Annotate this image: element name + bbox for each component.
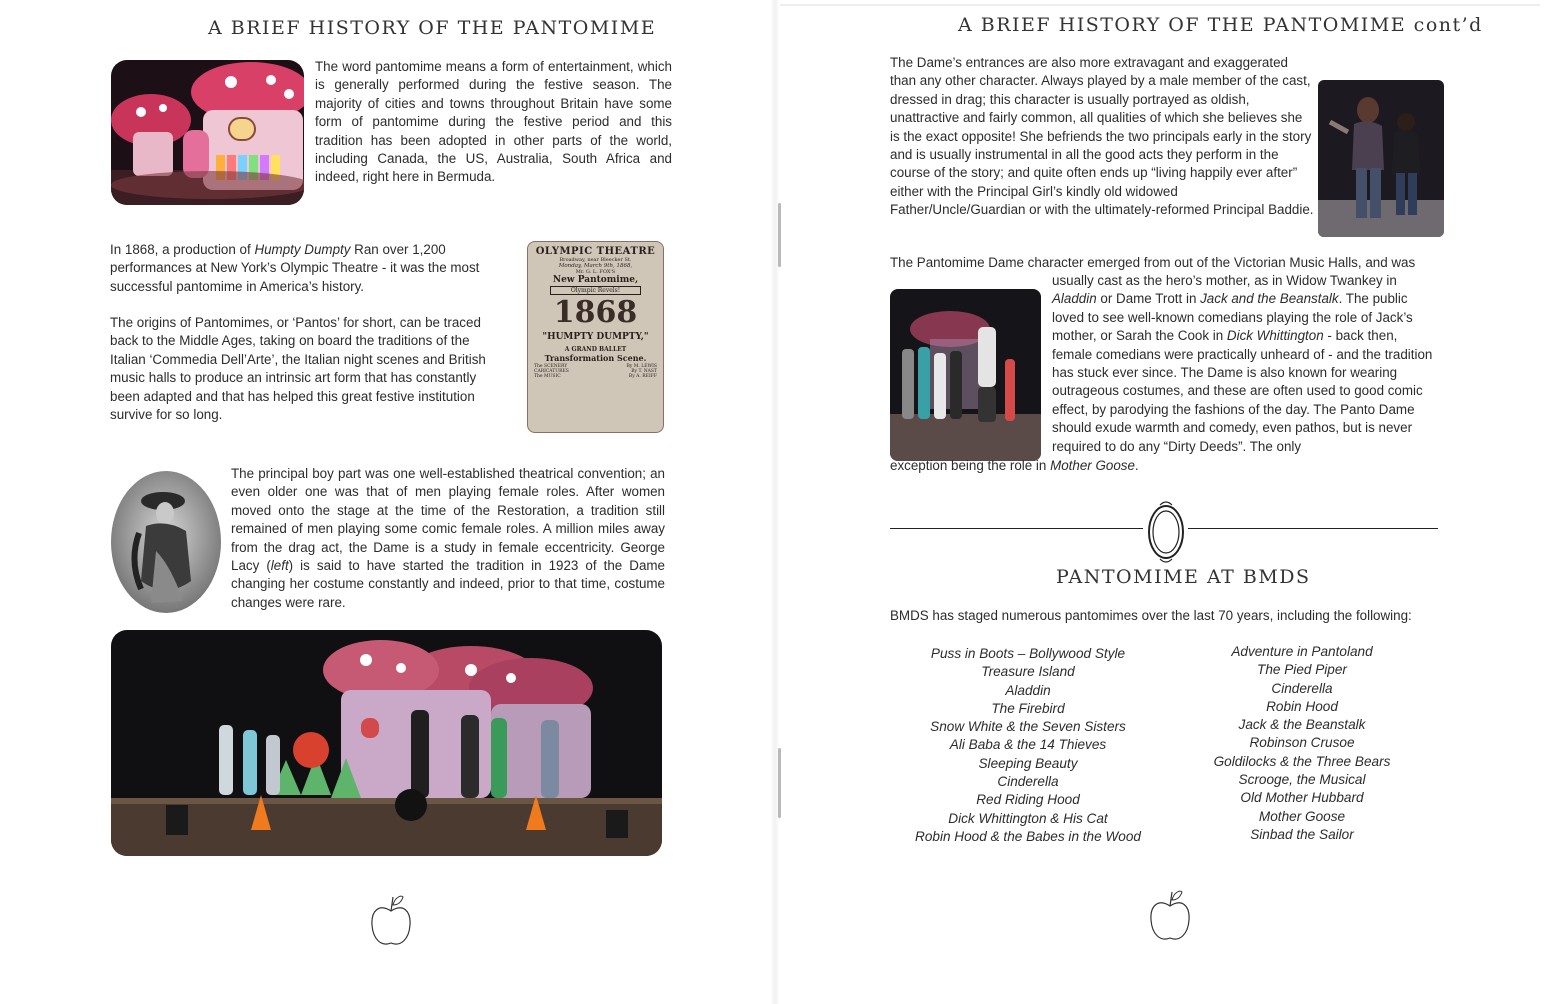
pantomime-title: Snow White & the Seven Sisters — [930, 719, 1126, 735]
pantomime-title: Robinson Crusoe — [1249, 735, 1355, 751]
emerged-p1: usually cast as the hero’s mother, as in Widow Twankey in — [1052, 273, 1397, 288]
pantomime-title: The Firebird — [991, 700, 1065, 716]
pantomime-title: Treasure Island — [981, 664, 1075, 680]
poster-theatre-name: OLYMPIC THEATRE — [535, 246, 656, 257]
humpty-paragraph — [110, 241, 505, 296]
emerged-first-line: The Pantomime Dame character emerged from out of the Victorian Music Halls, and was — [890, 255, 1416, 270]
pantomime-title: Cinderella — [997, 774, 1059, 790]
bmds-section-title: PANTOMIME AT BMDS — [1056, 566, 1311, 588]
oval-frame-icon — [1144, 499, 1188, 565]
dame-paragraph: The Dame’s entrances are also more extravagant and exaggerated than any other character. Always played by a male member of the cast, dressed in drag; this character is usually portrayed as oldish, unattractive and fairly common, all qualities of which she believes she is the exact opposite! She befriends the two principals early in the story and is usually instrumental in all the good acts they perform in the course of the story; and quite often ends up “living happily ever after” either with the Principal Girl’s kindly old widowed Father/Uncle/Guardian or with the ultimately-reformed Principal Baddie. — [890, 55, 1314, 218]
pantomime-title: Puss in Boots – Bollywood Style — [930, 646, 1126, 661]
pantomime-title: Scrooge, the Musical — [1238, 772, 1366, 788]
poster-credit-caricatures: CARICATURES — [534, 369, 569, 374]
poster-credits-3 — [528, 374, 663, 379]
emerged-p2: or Dame Trott in — [1096, 291, 1201, 307]
cast-rehearsal-photo — [890, 289, 1041, 461]
pantomime-title: The Pied Piper — [1257, 662, 1347, 678]
pantomime-title: Dick Whittington & His Cat — [948, 810, 1108, 826]
poster-credit-scenery: The SCENERY — [534, 364, 568, 369]
principal-paragraph — [231, 465, 665, 612]
pantomime-title: Sleeping Beauty — [978, 755, 1078, 771]
left-page — [0, 0, 770, 1004]
humpty-pre: In 1868, a production of — [110, 242, 255, 257]
divider-right-line — [1188, 528, 1438, 529]
apple-icon — [1148, 888, 1192, 944]
origins-paragraph: The origins of Pantomimes, or ‘Pantos’ for short, can be traced back to the Middle Ages, taking on board the traditions of the Italian ‘Commedia Dell’Arte’, the Italian night scenes and British music halls to produce an intrinsic art form that has constantly been adapted and that has helped this great festive institution survive for so long. — [110, 315, 486, 423]
pantomime-title: Cinderella — [1271, 680, 1333, 696]
humpty-title: Humpty Dumpty — [254, 242, 351, 257]
humpty-post: Ran over 1,200 performances at New York’s Olympic Theatre - it was the most successful pantomime in America’s history. — [110, 242, 480, 294]
emerged-aladdin: Aladdin — [1052, 291, 1097, 307]
poster-credit-caricatures-by: By T. NAST — [631, 369, 657, 374]
emerged-goose: Mother Goose — [1050, 458, 1135, 473]
poster-transformation: Transformation Scene. — [544, 353, 647, 363]
poster-subtitle: New Pantomime, — [552, 275, 639, 285]
apple-icon — [369, 893, 413, 949]
poster-year: 1868 — [553, 295, 638, 330]
bmds-intro: BMDS has staged numerous pantomimes over the last 70 years, including the following: — [890, 608, 1412, 623]
pantomime-title: Jack & the Beanstalk — [1238, 717, 1366, 733]
poster-show-title: "HUMPTY DUMPTY," — [542, 332, 649, 342]
pantomime-list-left — [890, 645, 1166, 846]
divider-left-line — [890, 528, 1143, 529]
principal-pre: The principal boy part was one well-established theatrical convention; an even older one was that of men playing female roles. After women moved onto the stage at the time of the Restoration, a tradition still remained of men playing some comic female roles. A million miles away from the drag act, the Dame is a study in female eccentricity. George Lacy ( — [231, 466, 665, 574]
emerged-last-line — [890, 457, 1310, 475]
pantomime-title: Ali Baba & the 14 Thieves — [949, 737, 1107, 753]
page-title: A BRIEF HISTORY OF THE PANTOMIME — [208, 17, 657, 39]
emerged-p3: . The public loved to see well-known comedians playing the role of Jack’s mother, or Sarah the Cook in — [1052, 291, 1413, 344]
pantomime-title: Goldilocks & the Three Bears — [1213, 753, 1391, 769]
principal-post: ) is said to have started the tradition in 1923 of the Dame changing her costume constantly and indeed, prior to that time, costume changes were rare. — [231, 558, 665, 610]
pantomime-title: Aladdin — [1005, 682, 1051, 698]
principal-left: left — [270, 558, 289, 574]
pantomime-title: Adventure in Pantoland — [1231, 644, 1373, 659]
stage-rehearsal-photo — [111, 630, 662, 856]
pantomime-title: Sinbad the Sailor — [1250, 826, 1354, 842]
poster-credit-music-by: By A. REIFF — [628, 374, 657, 379]
pantomime-list-right — [1164, 643, 1440, 844]
poster-revels: Olympic Revels! — [550, 286, 641, 295]
book-spine — [770, 0, 780, 1004]
poster-address: Broadway, near Bleecker St. — [559, 257, 632, 263]
poster-producer: Mr. G. L. FOX'S — [575, 269, 616, 275]
poster-credit-music: The MUSIC — [534, 374, 561, 379]
emerged-jack: Jack and the Beanstalk — [1200, 291, 1339, 307]
intro-paragraph: The word pantomime means a form of entertainment, which is generally performed during the festive season. The majority of cities and towns throughout Britain have some form of pantomime during the festive period and this tradition has been adopted in other parts of the world, including Canada, the US, Australia, South Africa and indeed, right here in Bermuda. — [315, 59, 672, 185]
emerged-dick: Dick Whittington — [1226, 328, 1324, 344]
poster-date: Monday, March 9th, 1868, — [558, 263, 633, 269]
mushroom-set-photo — [111, 60, 304, 205]
emerged-p4: - back then, female comedians were practically unheard of - and the tradition has stuck ever since. The Dame is also known for wearing outrageous costumes, and these are often used to good comic effect, by parodying the fashions of the day. The Panto Dame should exude warmth and comedy, even pathos, but is never required to do any “Dirty Deeds”. The only — [1052, 328, 1433, 454]
pantomime-title: Robin Hood & the Babes in the Wood — [915, 828, 1141, 844]
george-lacy-portrait — [111, 471, 221, 613]
page-title-contd: A BRIEF HISTORY OF THE PANTOMIME cont’d — [958, 14, 1483, 36]
humpty-dumpty-poster — [527, 241, 664, 433]
pantomime-title: Old Mother Hubbard — [1240, 790, 1364, 806]
pantomime-title: Robin Hood — [1266, 698, 1338, 714]
poster-ballet: A GRAND BALLET — [564, 346, 627, 353]
right-page — [780, 0, 1555, 1004]
emerged-end: . — [1134, 458, 1139, 473]
pantomime-title: Mother Goose — [1258, 808, 1346, 824]
pantomime-title: Red Riding Hood — [976, 792, 1080, 808]
emerged-paragraph — [1052, 272, 1440, 456]
poster-credit-scenery-by: By M. LEWIS — [626, 364, 657, 369]
dame-on-stage-photo — [1318, 80, 1444, 237]
emerged-last: exception being the role in — [890, 458, 1051, 473]
